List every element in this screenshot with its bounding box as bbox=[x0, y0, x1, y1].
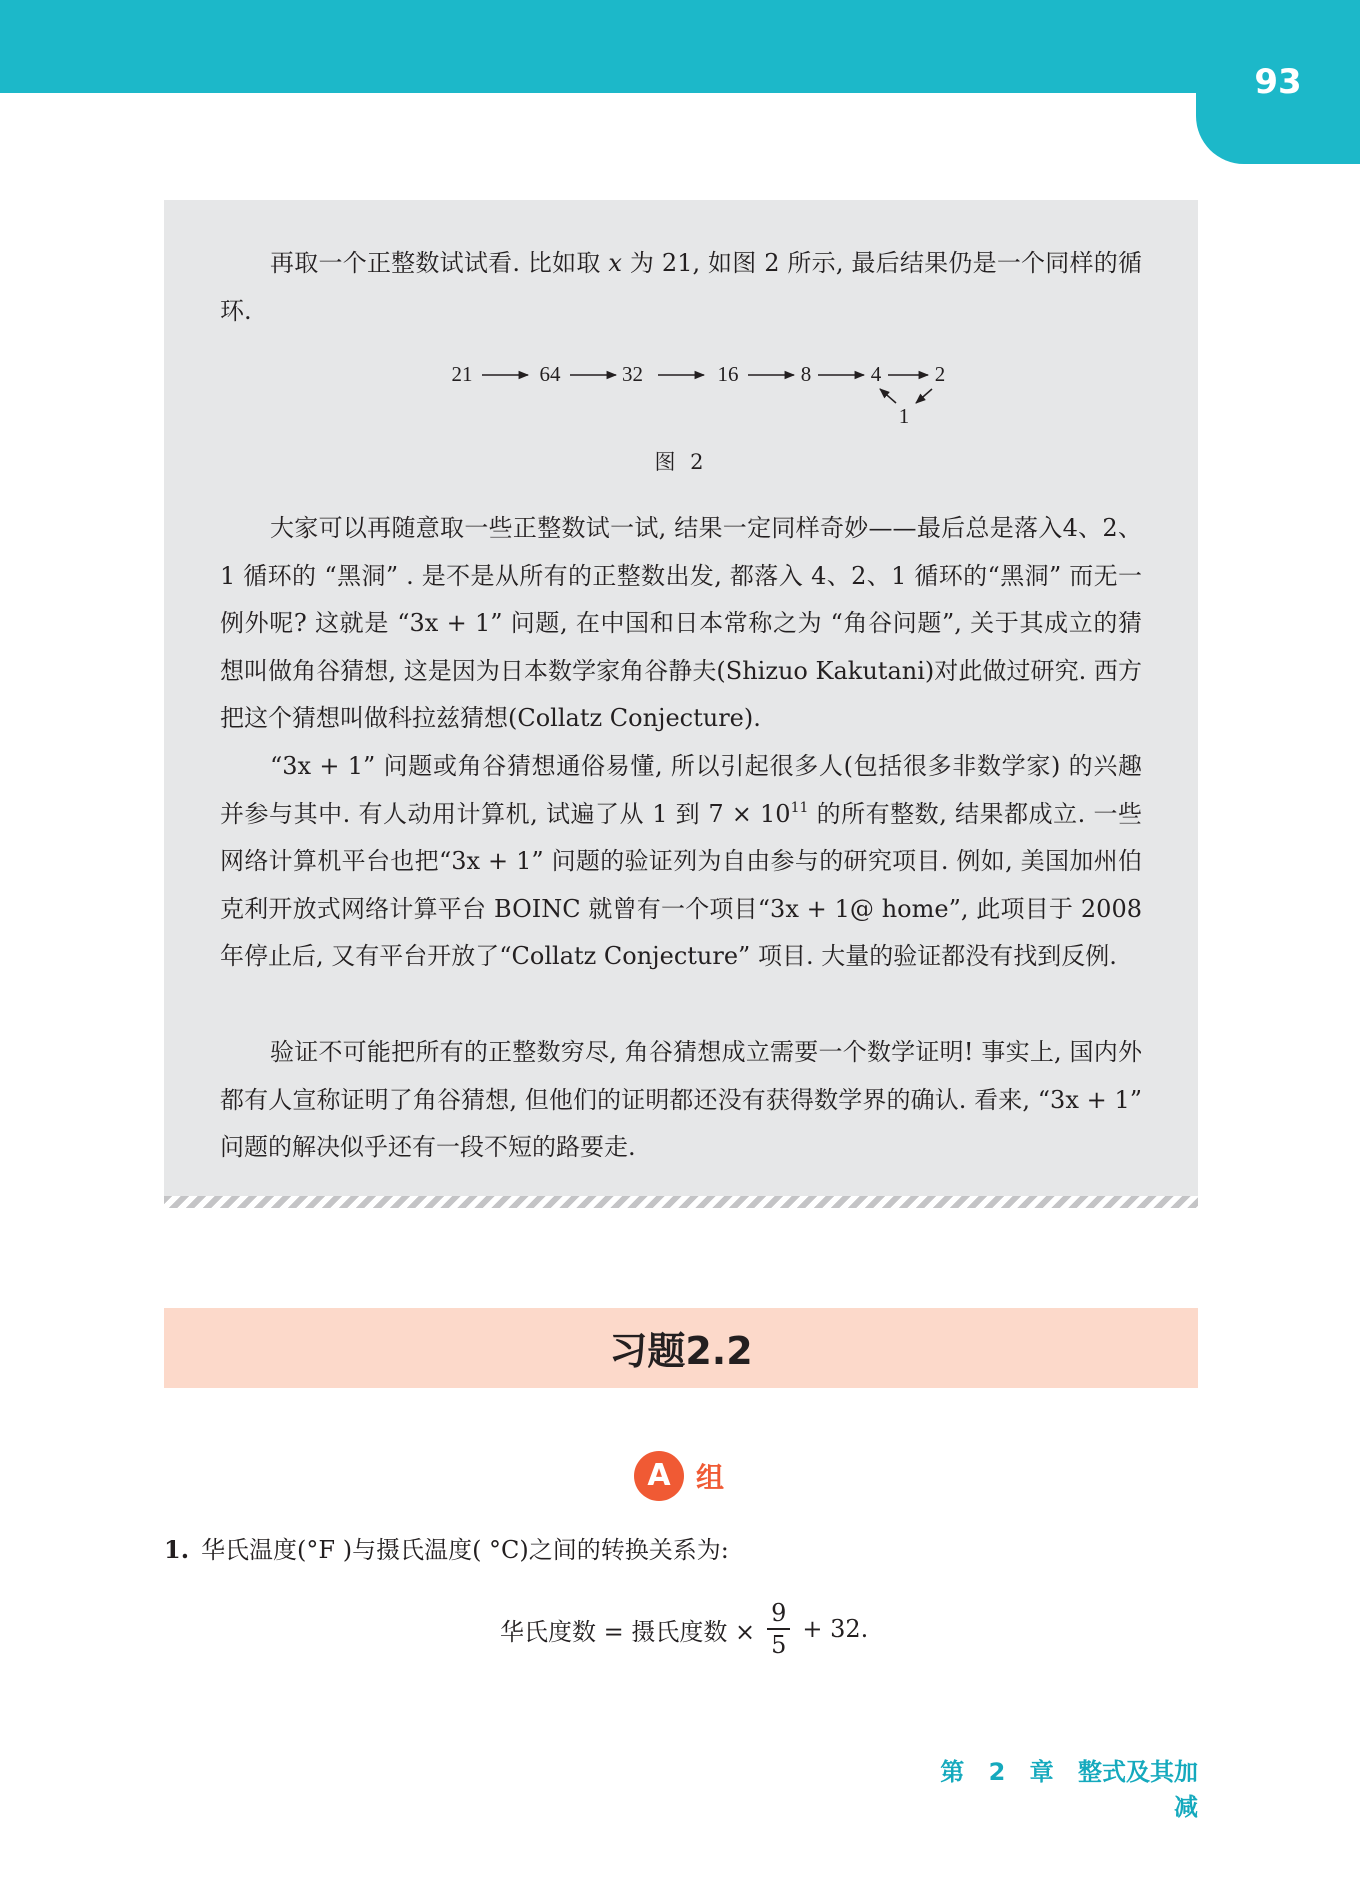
flow-node-3: 32 bbox=[622, 362, 643, 386]
exercise-title: 习题2.2 bbox=[609, 1329, 753, 1373]
formula-left: 华氏度数 = 摄氏度数 × bbox=[500, 1617, 756, 1646]
reading-intro: 再取一个正整数试试看. 比如取 x 为 21, 如图 2 所示, 最后结果仍是一个同样的循环. bbox=[220, 249, 1142, 325]
flow-node-8: 1 bbox=[898, 404, 910, 428]
flow-node-1: 21 bbox=[451, 362, 473, 386]
group-a-badge: A bbox=[634, 1451, 684, 1501]
group-label: 组 bbox=[696, 1461, 725, 1494]
chapter-title: 整式及其加减 bbox=[1078, 1758, 1198, 1821]
figure-2-diagram bbox=[440, 355, 960, 435]
reading-paragraph-4: 验证不可能把所有的正整数穷尽, 角谷猜想成立需要一个数学证明! 事实上, 国内外都有人宣称证明了角谷猜想, 但他们的证明都还没有获得数学界的确认. 看来, “3x + 1” 问题的解决似乎还有一段不短的路要走. bbox=[220, 1038, 1142, 1161]
reading-paragraph-2: 大家可以再随意取一些正整数试一试, 结果一定同样奇妙——最后总是落入4、2、1 循环的 “黑洞” . 是不是从所有的正整数出发, 都落入 4、2、1 循环的“黑洞” 而无一例外呢? 这就是 “3x + 1” 问题, 在中国和日本常称之为 “角谷问题”, 关于其成立的猜想叫做角谷猜想, 这是因为日本数学家角谷静夫(Shizuo Kakutani)对此做过研究. 西方把这个猜想叫做科拉兹猜想(Collatz Conjecture). bbox=[220, 514, 1142, 732]
fraction-denominator: 5 bbox=[771, 1631, 787, 1659]
conversion-formula bbox=[500, 1594, 868, 1664]
exponent: 11 bbox=[790, 799, 809, 816]
figure-caption: 图 2 bbox=[654, 450, 708, 474]
reading-box-hatch-border bbox=[164, 1196, 1198, 1208]
flow-node-6: 4 bbox=[870, 362, 882, 386]
flow-node-7: 2 bbox=[934, 362, 946, 386]
flow-node-4: 16 bbox=[717, 362, 739, 386]
flow-node-2: 64 bbox=[539, 362, 561, 386]
question-1 bbox=[164, 1530, 729, 1565]
flow-node-5: 8 bbox=[800, 362, 812, 386]
flow-arrow-2-to-1 bbox=[916, 389, 932, 403]
reading-paragraph-3: “3x + 1” 问题或角谷猜想通俗易懂, 所以引起很多人(包括很多非数学家) 的兴趣并参与其中. 有人动用计算机, 试遍了从 1 到 $7 \times 10^{11}$ 的所有整数, 结果都成立. 一些网络计算机平台也把“3x + 1” 问题的验证列为自由参与的研究项目. 例如, 美国加州伯克利开放式网络计算平台 BOINC 就曾有一个项目“3x + 1@ home”, 此项目于 2008 年停止后, 又有平台开放了“Collatz Conjecture” 项目. 大量的验证都没有找到反例. bbox=[220, 752, 1142, 970]
variable-x: x bbox=[608, 249, 622, 277]
page-number: 93 bbox=[1254, 62, 1302, 102]
question-number: 1. bbox=[164, 1535, 190, 1564]
fraction bbox=[767, 1598, 790, 1660]
flow-arrow-1-to-4 bbox=[880, 389, 896, 403]
chapter-footer bbox=[930, 1752, 1198, 1822]
fraction-numerator: 9 bbox=[767, 1598, 790, 1630]
chapter-number: 第 2 章 bbox=[940, 1758, 1054, 1786]
header-band bbox=[0, 0, 1360, 93]
formula-right: + 32. bbox=[802, 1615, 869, 1643]
question-text: 华氏温度(°F )与摄氏温度( °C)之间的转换关系为: bbox=[201, 1536, 729, 1564]
